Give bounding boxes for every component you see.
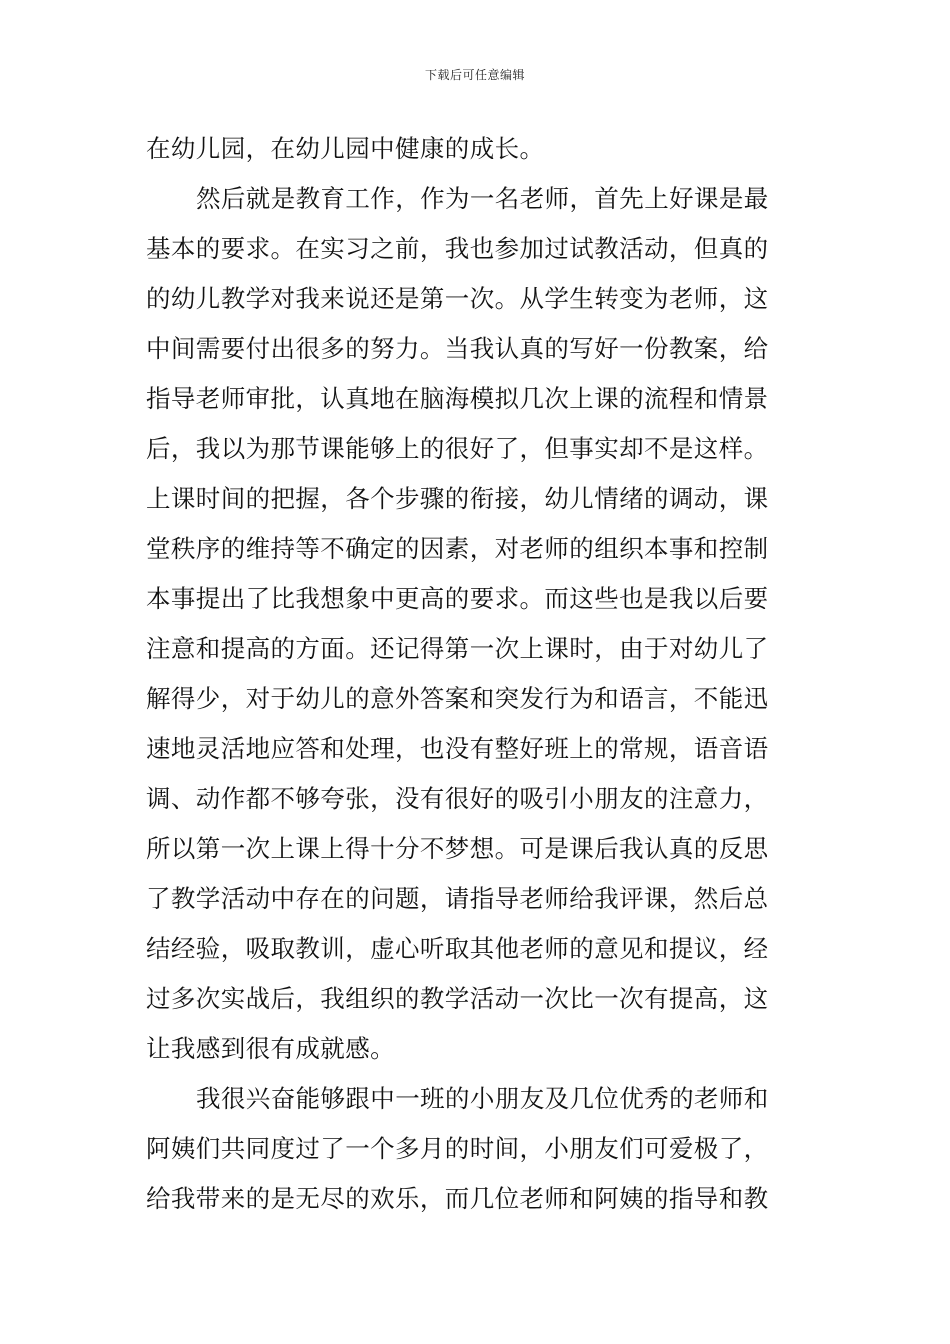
body-text-line: 给我带来的是无尽的欢乐，而几位老师和阿姨的指导和教 (146, 1184, 769, 1213)
body-text-line: 的幼儿教学对我来说还是第一次。从学生转变为老师，这 (146, 284, 769, 313)
body-text-line: 阿姨们共同度过了一个多月的时间，小朋友们可爱极了， (146, 1134, 769, 1163)
body-text-line: 注意和提高的方面。还记得第一次上课时，由于对幼儿了 (146, 634, 769, 663)
body-text-line: 本事提出了比我想象中更高的要求。而这些也是我以后要 (146, 584, 769, 613)
body-text-line: 后，我以为那节课能够上的很好了，但事实却不是这样。 (146, 434, 769, 463)
page-header: 下载后可任意编辑 (424, 68, 525, 82)
body-text-line: 上课时间的把握，各个步骤的衔接，幼儿情绪的调动，课 (146, 484, 769, 513)
body-text-line: 指导老师审批，认真地在脑海模拟几次上课的流程和情景 (146, 384, 769, 413)
body-text-line: 过多次实战后，我组织的教学活动一次比一次有提高，这 (146, 984, 769, 1013)
body-text-line: 所以第一次上课上得十分不梦想。可是课后我认真的反思 (146, 834, 769, 863)
paragraph-first-line: 然后就是教育工作，作为一名老师，首先上好课是最 (196, 184, 769, 213)
body-text-line: 堂秩序的维持等不确定的因素，对老师的组织本事和控制 (146, 534, 769, 563)
body-text-line: 调、动作都不够夸张，没有很好的吸引小朋友的注意力， (146, 784, 769, 813)
body-text-line: 解得少，对于幼儿的意外答案和突发行为和语言，不能迅 (146, 684, 769, 713)
body-text-line: 结经验，吸取教训，虚心听取其他老师的意见和提议，经 (146, 934, 769, 963)
body-text-line: 让我感到很有成就感。 (146, 1034, 395, 1063)
paragraph-first-line: 我很兴奋能够跟中一班的小朋友及几位优秀的老师和 (196, 1084, 769, 1113)
body-text-line: 在幼儿园，在幼儿园中健康的成长。 (146, 134, 545, 163)
body-text-line: 基本的要求。在实习之前，我也参加过试教活动，但真的 (146, 234, 769, 263)
body-text-line: 速地灵活地应答和处理，也没有整好班上的常规，语音语 (146, 734, 769, 763)
body-text-line: 了教学活动中存在的问题，请指导老师给我评课，然后总 (146, 884, 769, 913)
body-text-line: 中间需要付出很多的努力。当我认真的写好一份教案，给 (146, 334, 769, 363)
